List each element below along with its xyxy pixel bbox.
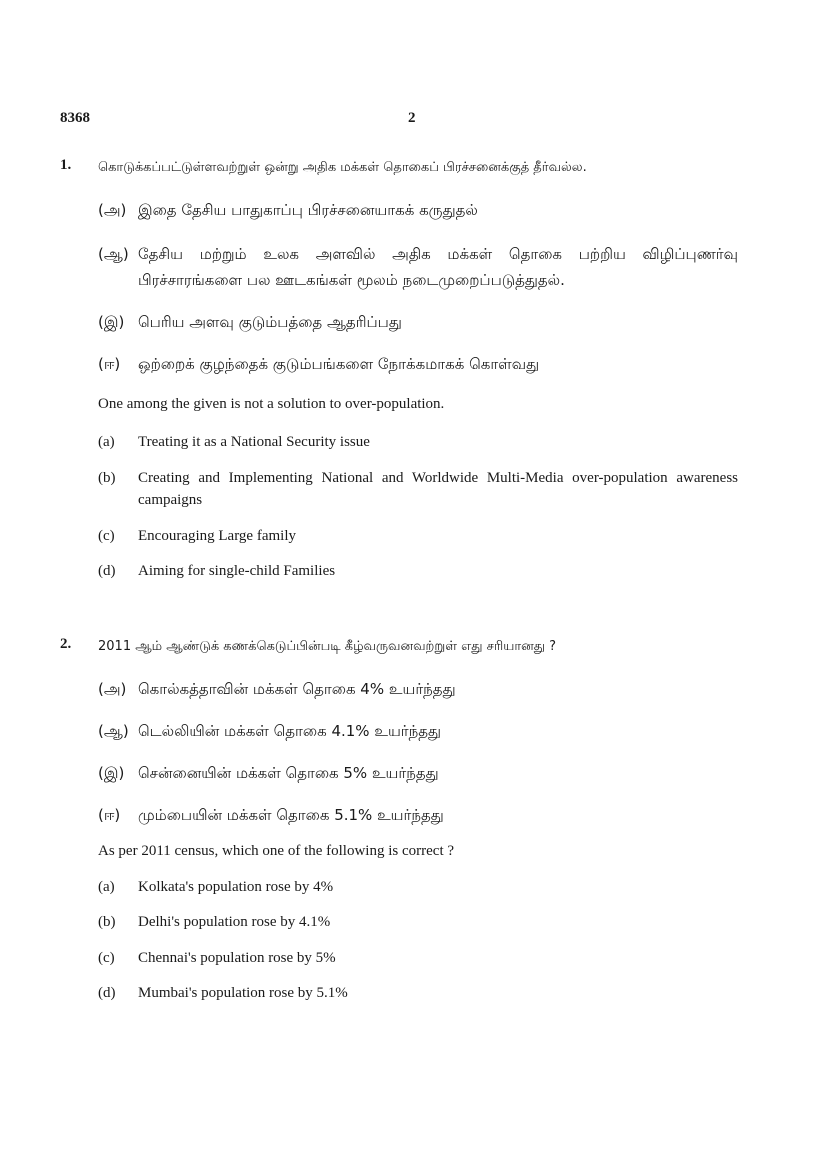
- option-text: சென்னையின் மக்கள் தொகை 5% உயர்ந்தது: [138, 764, 439, 782]
- page-number: 2: [408, 110, 416, 126]
- tamil-option: [98, 199, 738, 221]
- tamil-option: [98, 720, 738, 742]
- option-label: (அ): [98, 201, 127, 219]
- english-option: [98, 947, 738, 969]
- option-label: (d): [98, 563, 116, 579]
- option-label: (ஈ): [98, 355, 121, 373]
- option-label: (d): [98, 985, 116, 1001]
- option-label: (ஆ): [98, 245, 129, 263]
- question-number: 2.: [60, 636, 72, 652]
- english-question-stem: As per 2011 census, which one of the following is correct ?: [98, 843, 455, 859]
- option-label: (இ): [98, 764, 125, 782]
- option-text: Kolkata's population rose by 4%: [138, 879, 334, 895]
- option-label: (c): [98, 528, 115, 544]
- tamil-option: [98, 762, 738, 784]
- option-label: (b): [98, 470, 116, 486]
- option-label: (அ): [98, 680, 127, 698]
- english-option: [98, 467, 738, 511]
- option-text: பெரிய அளவு குடும்பத்தை ஆதரிப்பது: [138, 313, 402, 331]
- option-text: Delhi's population rose by 4.1%: [138, 914, 331, 930]
- paper-code: 8368: [60, 110, 90, 126]
- english-option: [98, 876, 738, 898]
- option-text: Encouraging Large family: [138, 528, 296, 544]
- tamil-option: [98, 311, 738, 333]
- tamil-option: [98, 678, 738, 700]
- option-text: Mumbai's population rose by 5.1%: [138, 985, 348, 1001]
- english-option: [98, 560, 738, 582]
- option-label: (a): [98, 434, 115, 450]
- option-label: (இ): [98, 313, 125, 331]
- option-label: (ஆ): [98, 722, 129, 740]
- option-text: இதை தேசிய பாதுகாப்பு பிரச்சனையாகக் கருதுதல்: [138, 201, 478, 219]
- option-text: Chennai's population rose by 5%: [138, 950, 336, 966]
- option-label: (b): [98, 914, 116, 930]
- option-label: (a): [98, 879, 115, 895]
- tamil-question-stem: 2011 ஆம் ஆண்டுக் கணக்கெடுப்பின்படி கீழ்வருவனவற்றுள் எது சரியானது ?: [98, 639, 557, 654]
- english-question-stem: One among the given is not a solution to over-population.: [98, 396, 445, 412]
- tamil-option: [98, 804, 738, 826]
- option-text: Creating and Implementing National and Worldwide Multi-Media over-population awareness campaigns: [138, 470, 738, 508]
- option-text: மும்பையின் மக்கள் தொகை 5.1% உயர்ந்தது: [138, 806, 444, 824]
- tamil-option: [98, 241, 738, 293]
- option-label: (ஈ): [98, 806, 121, 824]
- tamil-option: [98, 353, 738, 375]
- english-option: [98, 911, 738, 933]
- option-text: ஒற்றைக் குழந்தைக் குடும்பங்களை நோக்கமாகக் கொள்வது: [138, 355, 540, 373]
- option-text: Treating it as a National Security issue: [138, 434, 370, 450]
- question-number: 1.: [60, 157, 72, 173]
- tamil-question-stem: கொடுக்கப்பட்டுள்ளவற்றுள் ஒன்று அதிக மக்கள் தொகைப் பிரச்சனைக்குத் தீர்வல்ல.: [98, 160, 587, 175]
- option-text: Aiming for single-child Families: [138, 563, 336, 579]
- option-label: (c): [98, 950, 115, 966]
- english-option: [98, 431, 738, 453]
- option-text: கொல்கத்தாவின் மக்கள் தொகை 4% உயர்ந்தது: [138, 680, 456, 698]
- option-text: டெல்லியின் மக்கள் தொகை 4.1% உயர்ந்தது: [138, 722, 442, 740]
- english-option: [98, 982, 738, 1004]
- option-text: தேசிய மற்றும் உலக அளவில் அதிக மக்கள் தொகை பற்றிய விழிப்புணர்வு பிரச்சாரங்களை பல ஊடகங்கள் மூலம் நடைமுறைப்படுத்துதல்.: [138, 245, 738, 289]
- english-option: [98, 525, 738, 547]
